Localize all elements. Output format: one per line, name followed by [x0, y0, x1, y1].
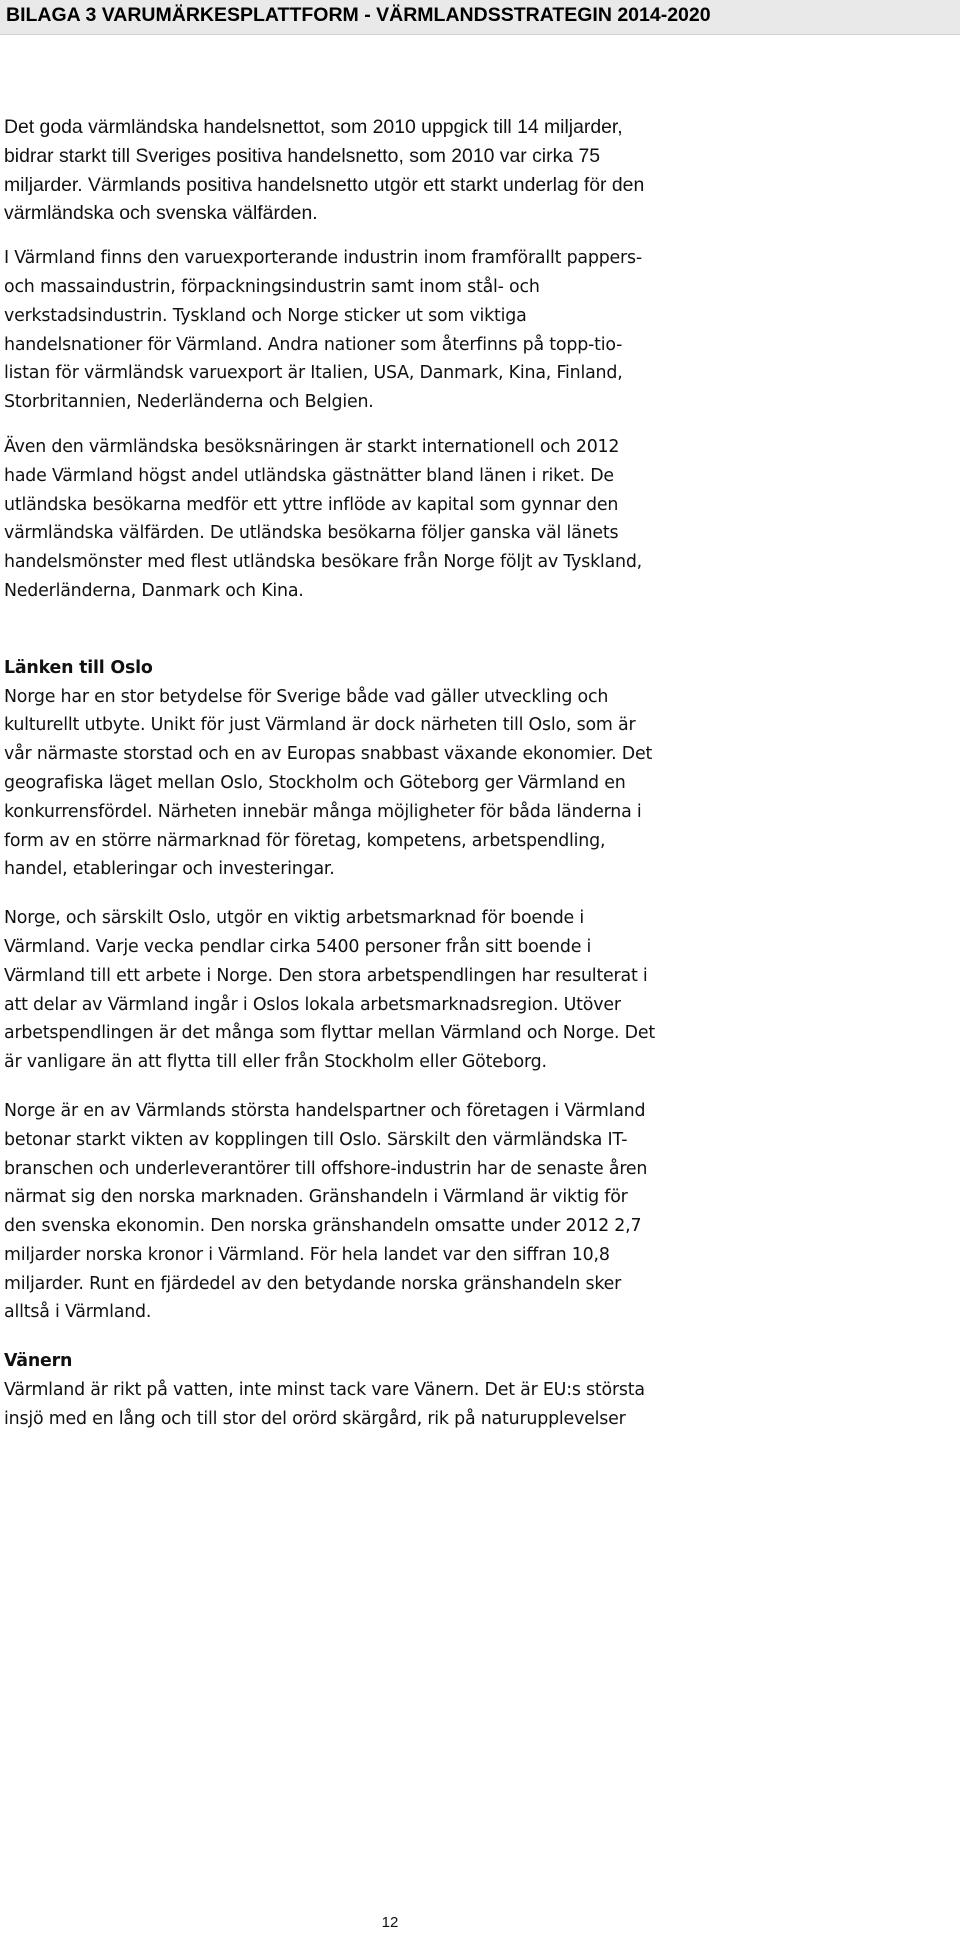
paragraph-labor-market: Norge, och särskilt Oslo, utgör en viktig arbetsmarknad för boende i Värmland. Varje vecka pendlar cirka 5400 personer från sitt boende i Värmland till ett arbete i Norge. Den stora arbetspendlingen har resulterat i att delar av Värmland ingår i Oslos lokala arbetsmarknadsregion. Utöver arbetspendlingen är det många som flyttar mellan Värmland och Norge. Det är vanligare än att flytta till eller från Stockholm eller Göteborg.	[4, 908, 655, 1073]
document-body	[4, 113, 764, 1434]
section-heading-vanern: Vänern	[4, 1351, 73, 1372]
paragraph-vanern: Värmland är rikt på vatten, inte minst tack vare Vänern. Det är EU:s största insjö med en lång och till stor del orörd skärgård, rik på naturupplevelser	[4, 1380, 645, 1429]
document-header-title: BILAGA 3 VARUMÄRKESPLATTFORM - VÄRMLANDSSTRATEGIN 2014-2020	[6, 4, 711, 26]
paragraph-trade-balance: Det goda värmländska handelsnettot, som 2010 uppgick till 14 miljarder, bidrar starkt till Sveriges positiva handelsnetto, som 2010 var cirka 75 miljarder. Värmlands positiva handelsnetto utgör ett starkt underlag för den värmländska och svenska välfärden.	[4, 116, 645, 225]
paragraph-visitor-industry: Även den värmländska besöksnäringen är starkt internationell och 2012 hade Värmland högst andel utländska gästnätter bland länen i riket. De utländska besökarna medför ett yttre inflöde av kapital som gynnar den värmländska välfärden. De utländska besökarna följer ganska väl länets handelsmönster med flest utländska besökare från Norge följt av Tyskland, Nederländerna, Danmark och Kina.	[4, 436, 643, 601]
page-number: 12	[381, 1914, 399, 1931]
document-header	[0, 0, 960, 35]
paragraph-trade-partner: Norge är en av Värmlands största handelspartner och företagen i Värmland betonar starkt vikten av kopplingen till Oslo. Särskilt den värmländska IT- branschen och underleverantörer till offshore-industrin har de senaste åren närmat sig den norska marknaden. Gränshandeln i Värmland är viktig för den svenska ekonomin. Den norska gränshandeln omsatte under 2012 2,7 miljarder norska kronor i Värmland. För hela landet var den siffran 10,8 miljarder. Runt en fjärdedel av den betydande norska gränshandeln sker alltså i Värmland.	[4, 1100, 648, 1323]
paragraph-export-industry: I Värmland finns den varuexporterande industrin inom framförallt pappers- och massaindustrin, förpackningsindustrin samt inom stål- och verkstadsindustrin. Tyskland och Norge sticker ut som viktiga handelsnationer för Värmland. Andra nationer som återfinns på topp-tio- listan för värmländsk varuexport är Italien, USA, Danmark, Kina, Finland, Storbritannien, Nederländerna och Belgien.	[4, 248, 642, 413]
paragraph-oslo-link: Norge har en stor betydelse för Sverige både vad gäller utveckling och kulturellt utbyte. Unikt för just Värmland är dock närheten till Oslo, som är vår närmaste storstad och en av Europas snabbast växande ekonomier. Det geografiska läget mellan Oslo, Stockholm och Göteborg ger Värmland en konkurrensfördel. Närheten innebär många möjligheter för båda länderna i form av en större närmarknad för företag, kompetens, arbetspendling, handel, etableringar och investeringar.	[4, 686, 653, 880]
section-heading-oslo: Länken till Oslo	[4, 657, 153, 678]
